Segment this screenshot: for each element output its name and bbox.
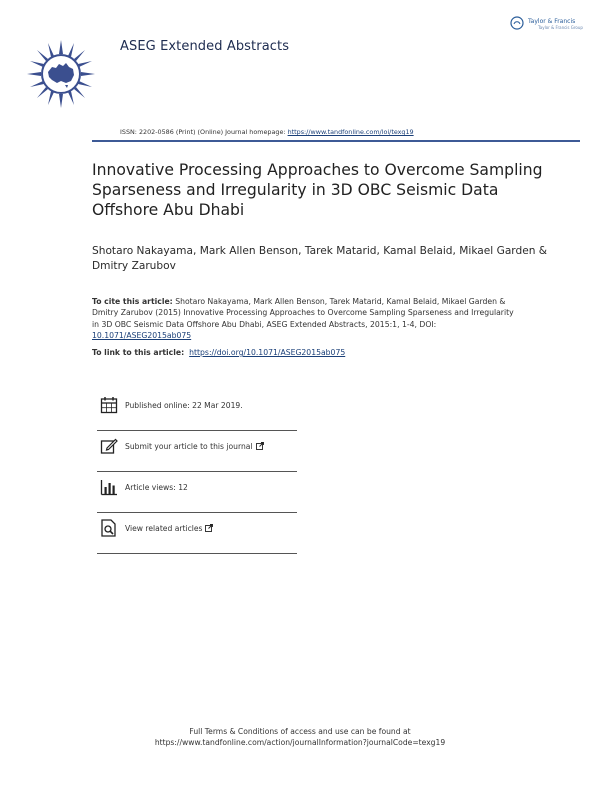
article-views-row: [97, 472, 297, 513]
footer-terms-text: Full Terms & Conditions of access and use can be found at: [189, 727, 411, 736]
external-link-icon: [205, 524, 213, 532]
publisher-logo: [510, 16, 584, 34]
article-authors: Shotaro Nakayama, Mark Allen Benson, Tarek Matarid, Kamal Belaid, Mikael Garden & Dmitry Zarubov: [92, 245, 548, 272]
journal-name[interactable]: ASEG Extended Abstracts: [120, 39, 290, 54]
aseg-logo-icon: [27, 40, 95, 108]
bar-chart-icon: [100, 478, 118, 496]
article-title: Innovative Processing Approaches to Overcome Sampling Sparseness and Irregularity in 3D OBC Seismic Data Offshore Abu Dhabi: [92, 161, 543, 219]
publisher-logo-icon: [510, 16, 524, 30]
published-row: [97, 390, 297, 431]
article-views: Article views: 12: [125, 483, 188, 492]
edit-icon: [100, 437, 118, 455]
publisher-tagline: Taylor & Francis Group: [538, 25, 583, 30]
submit-article-link[interactable]: Submit your article to this journal: [125, 442, 264, 451]
article-link-row: [92, 348, 345, 357]
published-date: Published online: 22 Mar 2019.: [125, 401, 243, 410]
related-articles-row[interactable]: [97, 513, 297, 554]
external-link-icon: [256, 442, 264, 450]
document-search-icon: [100, 519, 118, 537]
calendar-icon: [100, 396, 118, 414]
footer: [0, 726, 600, 748]
issn-text: ISSN: 2202-0586 (Print) (Online) Journal homepage:: [120, 128, 288, 136]
doi-link[interactable]: 10.1071/ASEG2015ab075: [92, 331, 192, 341]
link-label: To link to this article:: [92, 348, 185, 357]
journal-homepage-link[interactable]: https://www.tandfonline.com/loi/texg19: [287, 128, 414, 136]
citation-block: [92, 296, 522, 342]
issn-line: [120, 128, 414, 136]
citation-text: Shotaro Nakayama, Mark Allen Benson, Tarek Matarid, Kamal Belaid, Mikael Garden & Dmitry Zarubov (2015) Innovative Processing Approaches to Overcome Sampling Sparseness and Irregularity in 3D OBC Seismic Data Offshore Abu Dhabi, ASEG Extended Abstracts, 2015:1, 1-4, DOI:: [92, 297, 514, 329]
publisher-name: Taylor & Francis: [528, 18, 576, 25]
submit-article-row[interactable]: [97, 431, 297, 472]
citation-label: To cite this article:: [92, 297, 173, 306]
footer-terms-link[interactable]: https://www.tandfonline.com/action/journalInformation?journalCode=texg19: [154, 738, 446, 747]
related-articles-link[interactable]: View related articles: [125, 524, 213, 533]
header-divider: [92, 140, 580, 142]
article-url-link[interactable]: https://doi.org/10.1071/ASEG2015ab075: [189, 348, 346, 357]
